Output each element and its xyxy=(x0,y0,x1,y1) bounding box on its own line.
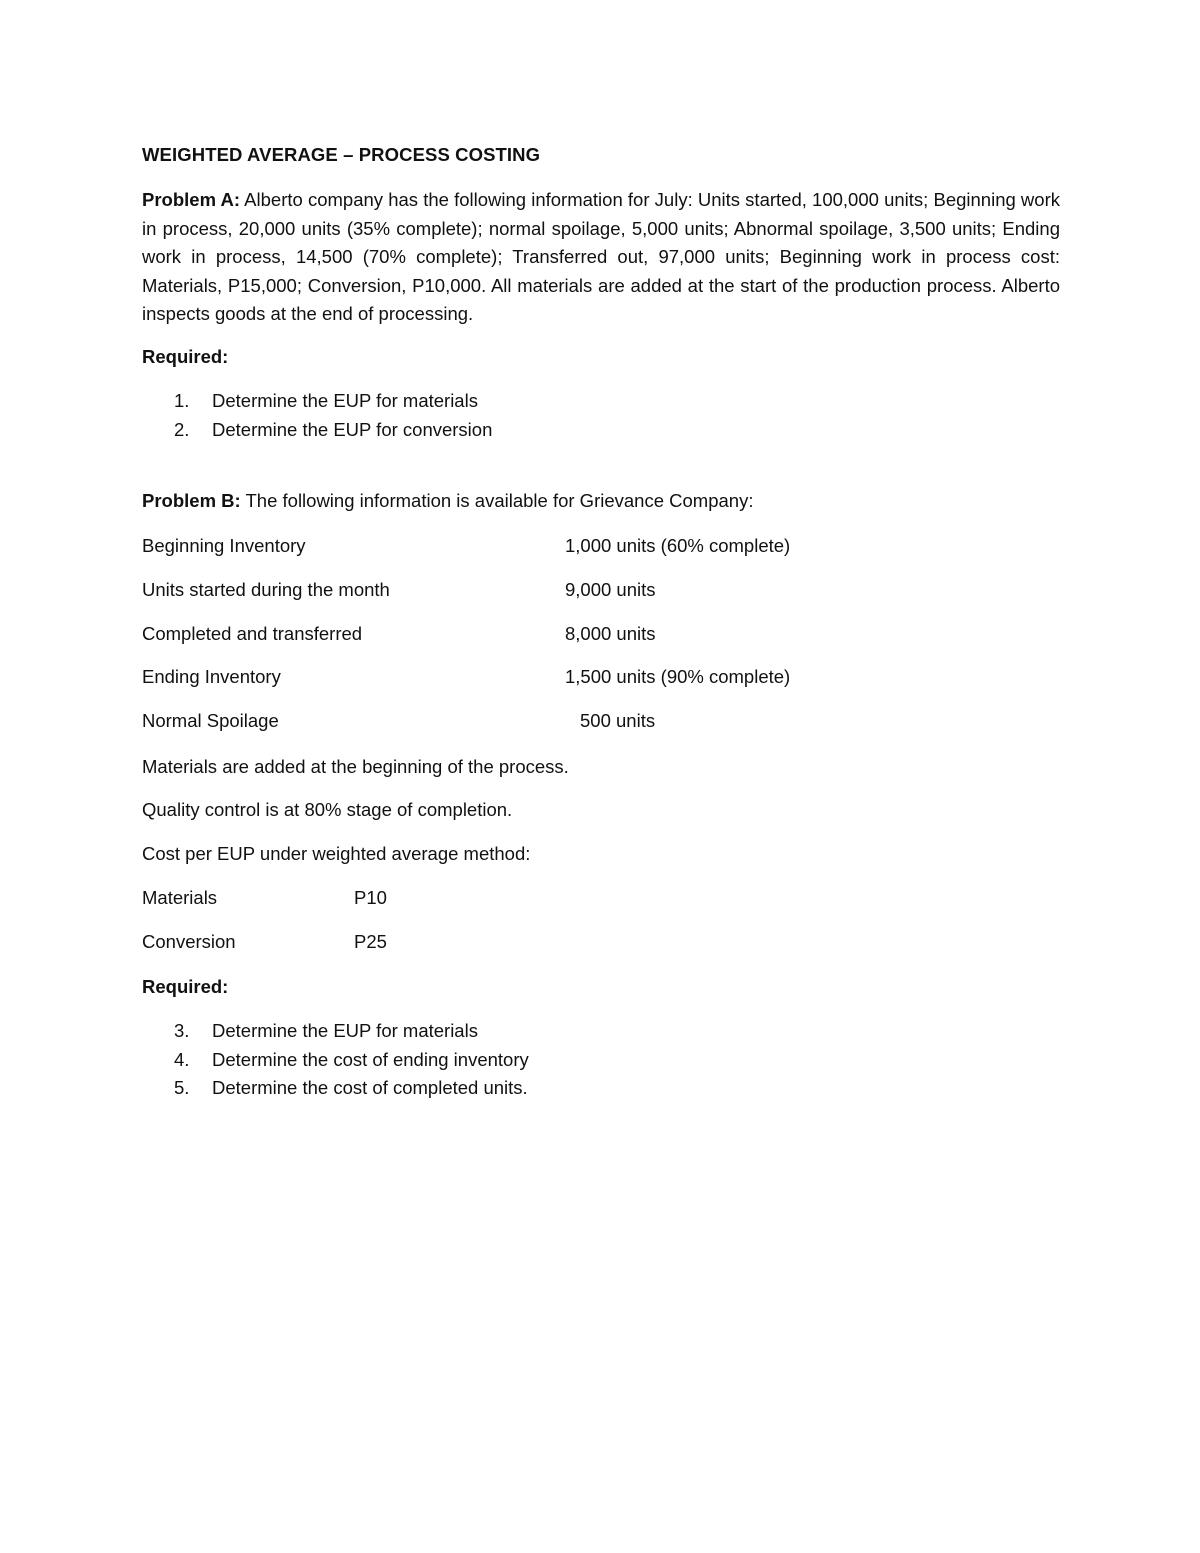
row-value: 9,000 units xyxy=(565,579,656,600)
list-item-number: 1. xyxy=(174,390,190,411)
problem-b-required-label: Required: xyxy=(142,976,229,997)
quality-control-note: Quality control is at 80% stage of completion. xyxy=(142,799,513,820)
problem-a-paragraph xyxy=(142,186,1060,329)
list-item-number: 4. xyxy=(174,1048,190,1070)
problem-b-label: Problem B: xyxy=(142,490,241,511)
list-item xyxy=(142,387,492,416)
row-label: Units started during the month xyxy=(142,579,390,600)
list-item xyxy=(142,1046,529,1075)
row-value: 500 units xyxy=(580,710,656,731)
row-value: 1,500 units (90% complete) xyxy=(565,666,791,687)
row-label: Beginning Inventory xyxy=(142,535,306,556)
row-label: Completed and transferred xyxy=(142,623,363,644)
row-label: Normal Spoilage xyxy=(142,710,279,731)
list-item-text: Determine the cost of completed units. xyxy=(212,1077,528,1098)
problem-b-required-list xyxy=(142,1017,529,1103)
list-item xyxy=(142,416,492,445)
list-item xyxy=(142,1017,529,1046)
materials-note: Materials are added at the beginning of the process. xyxy=(142,756,569,777)
list-item-text: Determine the EUP for materials xyxy=(212,1020,478,1041)
cost-per-eup-heading: Cost per EUP under weighted average method: xyxy=(142,843,531,864)
list-item-number: 5. xyxy=(174,1077,190,1098)
cost-value: P25 xyxy=(354,931,387,952)
cost-label: Materials xyxy=(142,887,218,908)
problem-a-text: Alberto company has the following information for July: Units started, 100,000 units; Beginning work in process, 20,000 units (35% complete); normal spoilage, 5,000 units; Abnormal spoilage, 3,500 units; Ending work in process, 14,500 (70% complete); Transferred out, 97,000 units; Beginning work in process cost: Materials, P15,000; Conversion, P10,000. All materials are added at the start of the production process. Alberto inspects goods at the end of processing. xyxy=(142,189,1060,324)
problem-a-required-list xyxy=(142,387,492,444)
list-item-text: Determine the EUP for conversion xyxy=(212,418,493,440)
row-value: 8,000 units xyxy=(565,623,656,644)
cost-label: Conversion xyxy=(142,931,236,952)
problem-b-intro-text: The following information is available for Grievance Company: xyxy=(240,490,754,511)
list-item-text: Determine the cost of ending inventory xyxy=(212,1048,529,1070)
row-label: Ending Inventory xyxy=(142,666,281,687)
list-item-number: 3. xyxy=(174,1020,190,1041)
list-item xyxy=(142,1074,529,1103)
document-title: WEIGHTED AVERAGE – PROCESS COSTING xyxy=(142,144,541,165)
list-item-text: Determine the EUP for materials xyxy=(212,390,478,411)
list-item-number: 2. xyxy=(174,418,190,440)
problem-a-label: Problem A: xyxy=(142,189,241,210)
problem-b-intro xyxy=(142,490,753,512)
problem-a-required-label: Required: xyxy=(142,346,229,367)
cost-value: P10 xyxy=(354,887,387,908)
row-value: 1,000 units (60% complete) xyxy=(565,535,791,556)
